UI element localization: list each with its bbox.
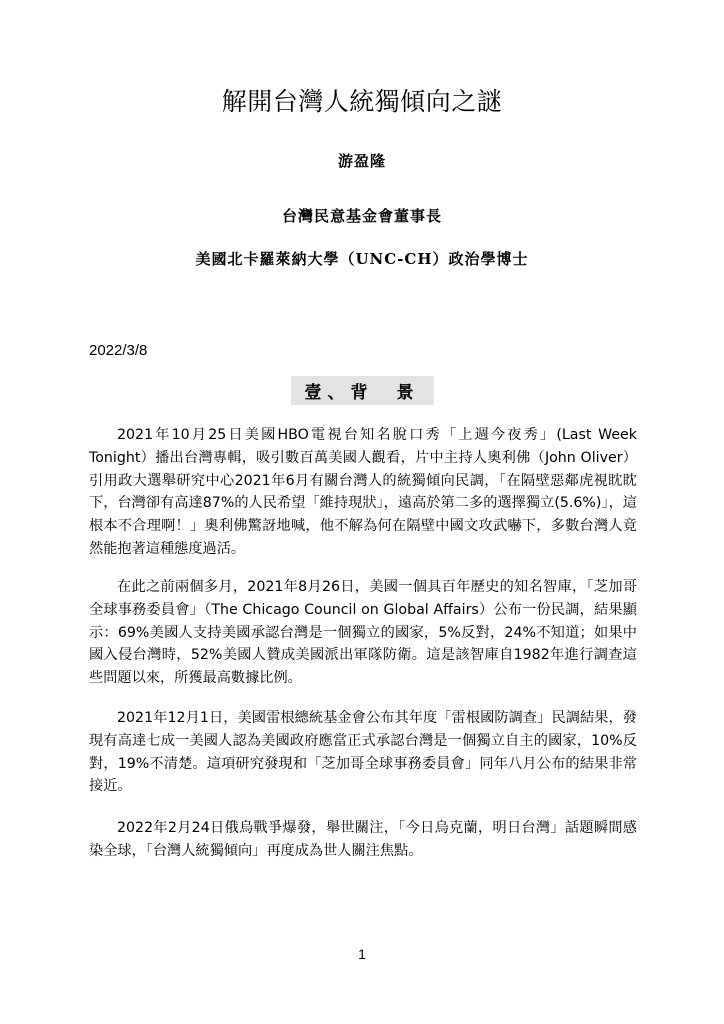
- author-affiliation-2: 美國北卡羅萊納大學（UNC-CH）政治學博士: [195, 250, 529, 268]
- document-title: 解開台灣人統獨傾向之謎: [221, 87, 503, 116]
- paragraph-1: 2021年10月25日美國HBO電視台知名脫口秀「上週今夜秀」(Last Week Tonight）播出台灣專輯，吸引數百萬美國人觀看，片中主持人奧利佛（John Oliver）引用政大選舉研究中心2021年6月有關台灣人的統獨傾向民調，「在隔壁惡鄰虎視眈眈下，台灣卻有高達87%的人民希望「維持現狀」，遠高於第二多的選擇獨立(5.6%)」，這根本不合理啊！」奧利佛驚訝地喊，他不解為何在隔壁中國文攻武嚇下，多數台灣人竟然能抱著這種態度過活。: [89, 427, 637, 557]
- paragraph-4: 2022年2月24日俄烏戰爭爆發，舉世關注，「今日烏克蘭，明日台灣」話題瞬間感染全球，「台灣人統獨傾向」再度成為世人關注焦點。: [89, 820, 637, 859]
- section-heading: 壹、背 景: [291, 376, 434, 405]
- paragraph-3: 2021年12月1日，美國雷根總統基金會公布其年度「雷根國防調查」民調結果，發現有高達七成一美國人認為美國政府應當正式承認台灣是一個獨立自主的國家，10%反對，19%不清楚。這項研究發現和「芝加哥全球事務委員會」同年八月公布的結果非常接近。: [89, 710, 637, 795]
- section-heading-wrap: [0, 376, 724, 405]
- document-date: 2022/3/8: [89, 342, 148, 359]
- paragraph-2: 在此之前兩個多月，2021年8月26日，美國一個具百年歷史的知名智庫，「芝加哥全球事務委員會」（The Chicago Council on Global Affairs）公布一份民調，結果顯示：69%美國人支持美國承認台灣是一個獨立的國家，5%反對，24%不知道；如果中國入侵台灣時，52%美國人贊成美國派出軍隊防衛。這是該智庫自1982年進行調查這些問題以來，所獲最高數據比例。: [89, 579, 637, 687]
- author-name: 游盈隆: [337, 152, 386, 170]
- page-number: 1: [358, 946, 366, 962]
- author-affiliation-1: 台灣民意基金會董事長: [281, 207, 442, 225]
